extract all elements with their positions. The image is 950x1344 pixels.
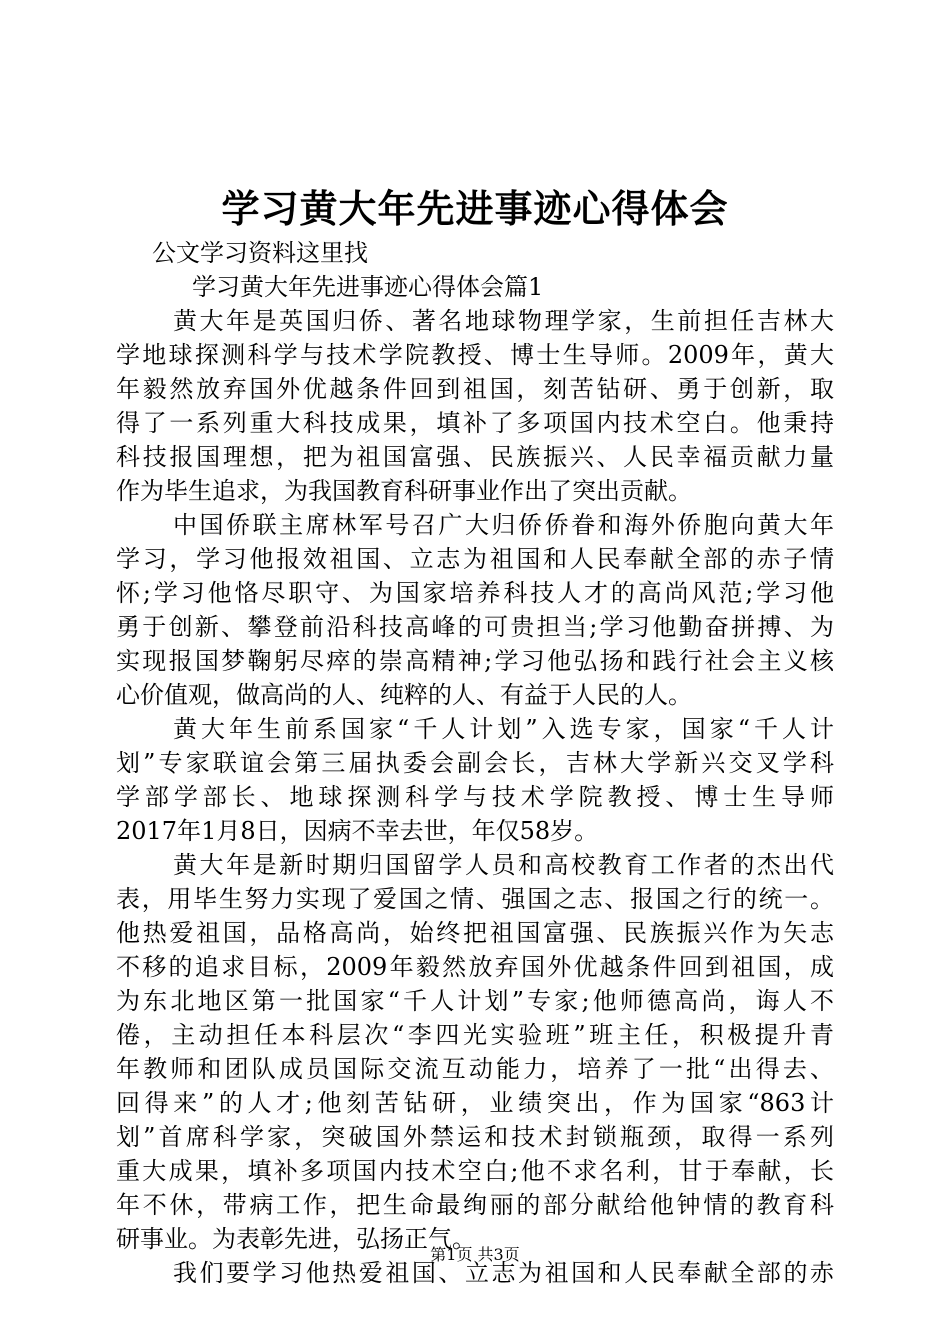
paragraph-line: 研事业。为表彰先进，弘扬正气。: [116, 1225, 476, 1253]
paragraph-line: 学部学部长、地球探测科学与技术学院教授、博士生导师: [116, 783, 834, 811]
paragraph-line: 划”专家联谊会第三届执委会副会长，吉林大学新兴交叉学科: [116, 749, 834, 777]
section-heading: 学习黄大年先进事迹心得体会篇1: [192, 273, 544, 301]
paragraph-line: 为东北地区第一批国家“千人计划”专家;他师德高尚，诲人不: [116, 987, 834, 1015]
paragraph-line: 倦，主动担任本科层次“李四光实验班”班主任，积极提升青: [116, 1021, 834, 1049]
paragraph-line: 作为毕生追求，为我国教育科研事业作出了突出贡献。: [116, 477, 692, 505]
paragraph-line: 年教师和团队成员国际交流互动能力，培养了一批“出得去、: [116, 1055, 834, 1083]
paragraph-line: 表，用毕生努力实现了爱国之情、强国之志、报国之行的统一。: [116, 885, 834, 913]
document-body: [116, 236, 834, 1290]
paragraph-line: 学习，学习他报效祖国、立志为祖国和人民奉献全部的赤子情: [116, 545, 834, 573]
page-footer: 第1页 共3页: [430, 1245, 520, 1264]
paragraph-line: 不移的追求目标，2009年毅然放弃国外优越条件回到祖国，成: [116, 953, 834, 981]
paragraph-line: 年毅然放弃国外优越条件回到祖国，刻苦钻研、勇于创新，取: [116, 375, 834, 403]
paragraph-line: 怀;学习他恪尽职守、为国家培养科技人才的高尚风范;学习他: [116, 579, 834, 607]
paragraph-line: 他热爱祖国，品格高尚，始终把祖国富强、民族振兴作为矢志: [116, 919, 834, 947]
paragraph-line: 划”首席科学家，突破国外禁运和技术封锁瓶颈，取得一系列: [116, 1123, 834, 1151]
paragraph-line: 科技报国理想，把为祖国富强、民族振兴、人民幸福贡献力量: [116, 443, 834, 471]
paragraph-line: 2017年1月8日，因病不幸去世，年仅58岁。: [116, 817, 599, 845]
paragraph-line: 年不休，带病工作，把生命最绚丽的部分献给他钟情的教育科: [116, 1191, 834, 1219]
paragraph-line: 黄大年是英国归侨、著名地球物理学家，生前担任吉林大: [173, 307, 834, 335]
paragraph-line: 勇于创新、攀登前沿科技高峰的可贵担当;学习他勤奋拼搏、为: [116, 613, 834, 641]
paragraph-line: 实现报国梦鞠躬尽瘁的崇高精神;学习他弘扬和践行社会主义核: [116, 647, 834, 675]
document-title: 学习黄大年先进事迹心得体会: [221, 186, 729, 231]
paragraph-line: 回得来”的人才;他刻苦钻研，业绩突出，作为国家“863计: [116, 1089, 834, 1117]
paragraph-line: 黄大年是新时期归国留学人员和高校教育工作者的杰出代: [173, 851, 834, 879]
paragraph-line: 重大成果，填补多项国内技术空白;他不求名利，甘于奉献，长: [116, 1157, 834, 1185]
paragraph-line: 学地球探测科学与技术学院教授、博士生导师。2009年，黄大: [116, 341, 834, 369]
paragraph-line: 黄大年生前系国家“千人计划”入选专家，国家“千人计: [173, 715, 834, 743]
paragraph-line: 中国侨联主席林军号召广大归侨侨眷和海外侨胞向黄大年: [173, 511, 834, 539]
paragraph-line: 我们要学习他热爱祖国、立志为祖国和人民奉献全部的赤: [173, 1259, 834, 1287]
paragraph-line: 得了一系列重大科技成果，填补了多项国内技术空白。他秉持: [116, 409, 834, 437]
paragraph-line: 心价值观，做高尚的人、纯粹的人、有益于人民的人。: [116, 681, 692, 709]
source-note: 公文学习资料这里找: [152, 239, 368, 267]
